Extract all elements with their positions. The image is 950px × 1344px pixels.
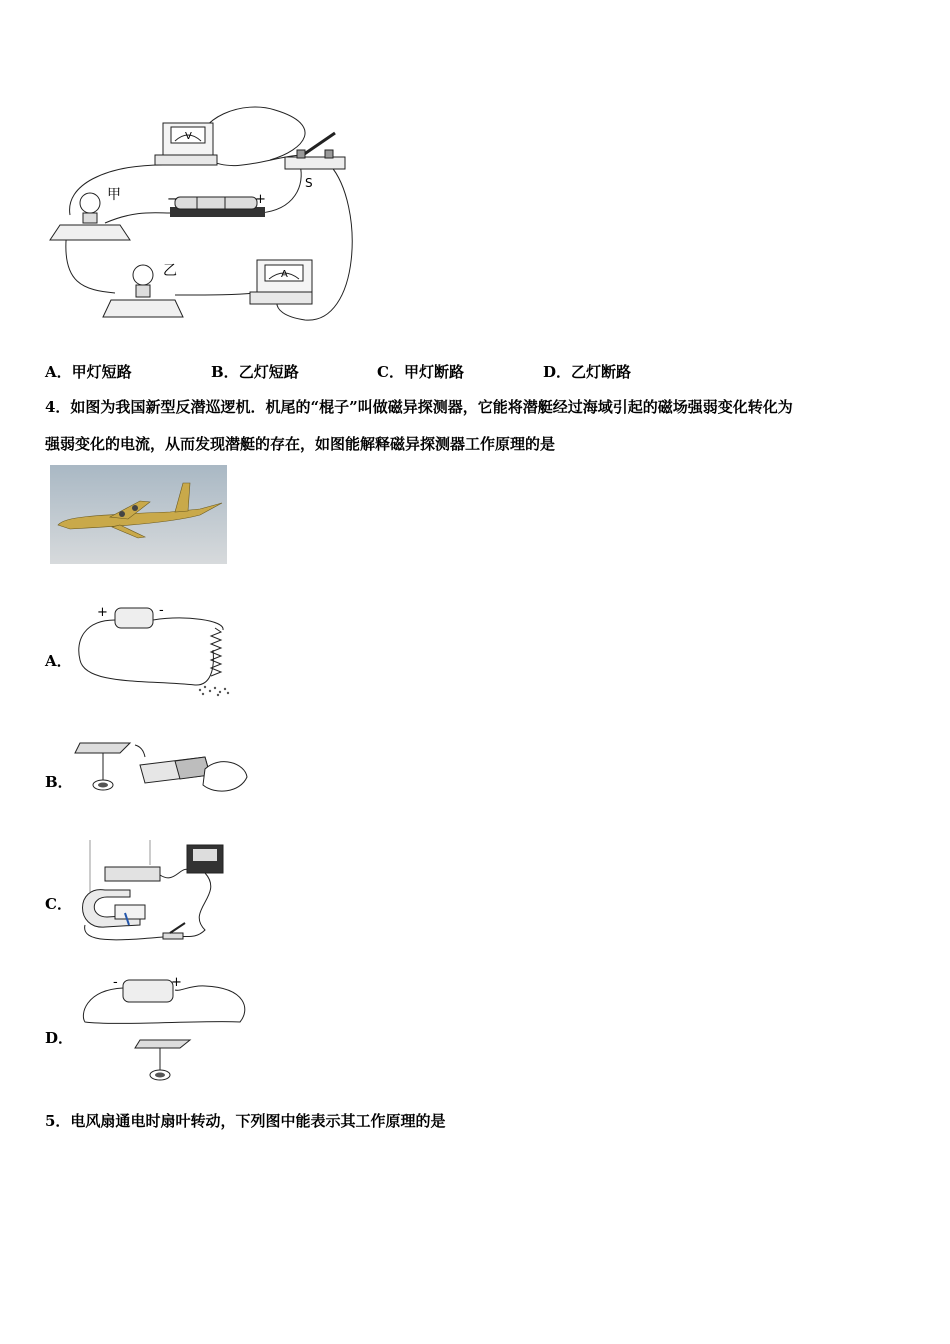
q4-option-d-label[interactable]: D．	[45, 1029, 74, 1047]
q4-option-c-label[interactable]: C．	[45, 895, 72, 913]
ammeter-label: A	[281, 269, 288, 280]
q4-option-d-figure	[75, 970, 255, 1085]
q3-option-d-letter: D．	[543, 363, 572, 381]
q4-stem-line1: 4．如图为我国新型反潜巡逻机．机尾的“棍子”叫做磁异探测器，它能将潜艇经过海域引起的磁场强弱变化转化为	[45, 398, 793, 416]
q4-option-a-label[interactable]: A．	[45, 652, 72, 670]
patrol-aircraft-photo	[50, 465, 227, 564]
q4-stem-line2: 强弱变化的电流，从而发现潜艇的存在，如图能解释磁异探测器工作原理的是	[45, 435, 556, 453]
q3-option-c-text: 甲灯断路	[403, 363, 464, 381]
q3-option-a-text: 甲灯短路	[71, 363, 132, 381]
battery-minus: −	[167, 192, 178, 207]
lamp-jia	[50, 187, 130, 240]
switch-label: S	[305, 176, 313, 190]
q3-option-a-letter: A．	[45, 363, 72, 381]
q4-option-c-figure	[75, 835, 235, 945]
q3-option-c[interactable]	[377, 361, 464, 382]
switch	[285, 133, 345, 190]
q3-option-d[interactable]	[543, 361, 631, 382]
q3-option-b-text: 乙灯短路	[238, 363, 299, 381]
option-a-plus: +	[97, 605, 108, 620]
voltmeter	[155, 123, 217, 165]
lamp-yi	[103, 263, 183, 317]
option-a-minus: -	[159, 603, 164, 618]
q4-option-b-figure	[75, 735, 255, 805]
voltmeter-label: V	[185, 131, 192, 142]
q4-option-b-label[interactable]: B．	[45, 773, 73, 791]
q3-option-a[interactable]	[45, 361, 132, 382]
ammeter	[250, 260, 312, 304]
q5-stem-line1: 5．电风扇通电时扇叶转动，下列图中能表示其工作原理的是	[45, 1112, 446, 1130]
q3-option-b-letter: B．	[211, 363, 239, 381]
q3-option-b[interactable]	[211, 361, 299, 382]
lamp-jia-label: 甲	[107, 187, 121, 203]
option-d-minus: -	[113, 975, 118, 990]
q3-option-d-text: 乙灯断路	[571, 363, 632, 381]
option-d-plus: +	[171, 975, 182, 990]
circuit-diagram	[45, 95, 365, 335]
q3-option-c-letter: C．	[377, 363, 404, 381]
q4-option-a-figure	[75, 600, 235, 700]
battery	[167, 192, 266, 217]
battery-plus: +	[255, 192, 266, 207]
lamp-yi-label: 乙	[163, 263, 177, 279]
